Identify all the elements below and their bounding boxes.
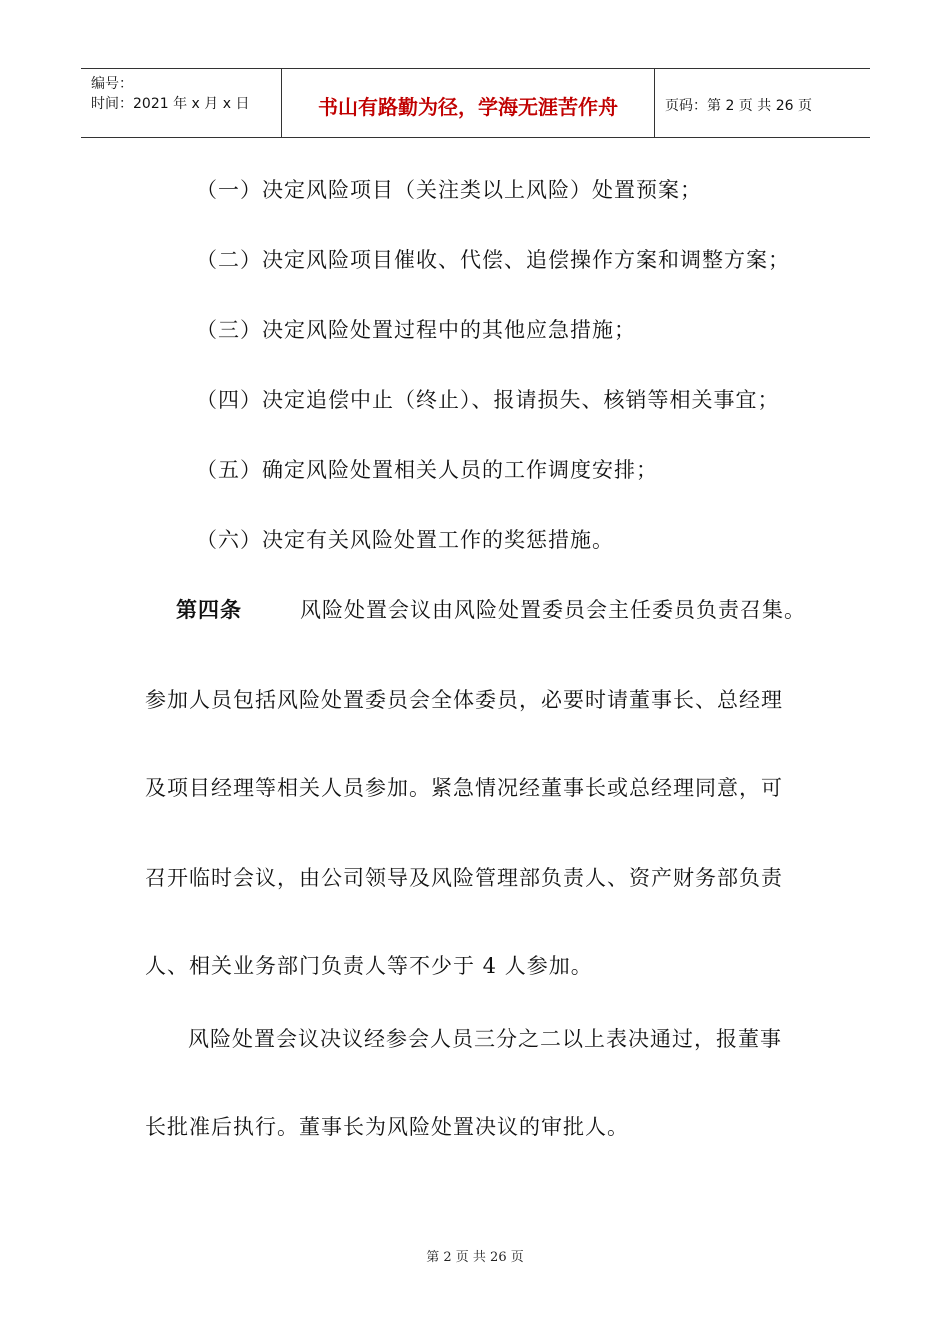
- paragraph-line: 长批准后执行。董事长为风险处置决议的审批人。: [145, 1115, 629, 1139]
- page-footer: 第 2 页 共 26 页: [426, 1250, 524, 1265]
- list-item: （四）决定追偿中止（终止）、报请损失、核销等相关事宜；: [196, 388, 780, 412]
- article-title: 第四条: [176, 598, 242, 622]
- header-meta: [81, 69, 281, 137]
- list-item: （六）决定有关风险处置工作的奖惩措施。: [196, 528, 614, 552]
- article-first-line: 风险处置会议由风险处置委员会主任委员负责召集。: [300, 598, 806, 622]
- list-item: （三）决定风险处置过程中的其他应急措施；: [196, 318, 636, 342]
- list-item: （一）决定风险项目（关注类以上风险）处置预案；: [196, 178, 702, 202]
- article-line: 人、相关业务部门负责人等不少于 4 人参加。: [145, 954, 593, 978]
- list-item: （五）确定风险处置相关人员的工作调度安排；: [196, 458, 658, 482]
- header-motto-cell: [281, 69, 655, 137]
- document-number-label: 编号：: [91, 76, 133, 92]
- article-line: 及项目经理等相关人员参加。紧急情况经董事长或总经理同意，可: [145, 776, 783, 800]
- article-line: 召开临时会议，由公司领导及风险管理部负责人、资产财务部负责: [145, 866, 783, 890]
- list-item: （二）决定风险项目催收、代偿、追偿操作方案和调整方案；: [196, 248, 790, 272]
- page-header: [81, 68, 870, 138]
- document-date-label: 时间：2021 年 x 月 x 日: [91, 96, 250, 112]
- article-line: 参加人员包括风险处置委员会全体委员，必要时请董事长、总经理: [145, 688, 783, 712]
- header-page-info: 页码：第 2 页 共 26 页: [665, 98, 812, 114]
- header-page-cell: [655, 69, 870, 137]
- paragraph-line: 风险处置会议决议经参会人员三分之二以上表决通过，报董事: [188, 1027, 782, 1051]
- header-motto: 书山有路勤为径，学海无涯苦作舟: [318, 95, 618, 119]
